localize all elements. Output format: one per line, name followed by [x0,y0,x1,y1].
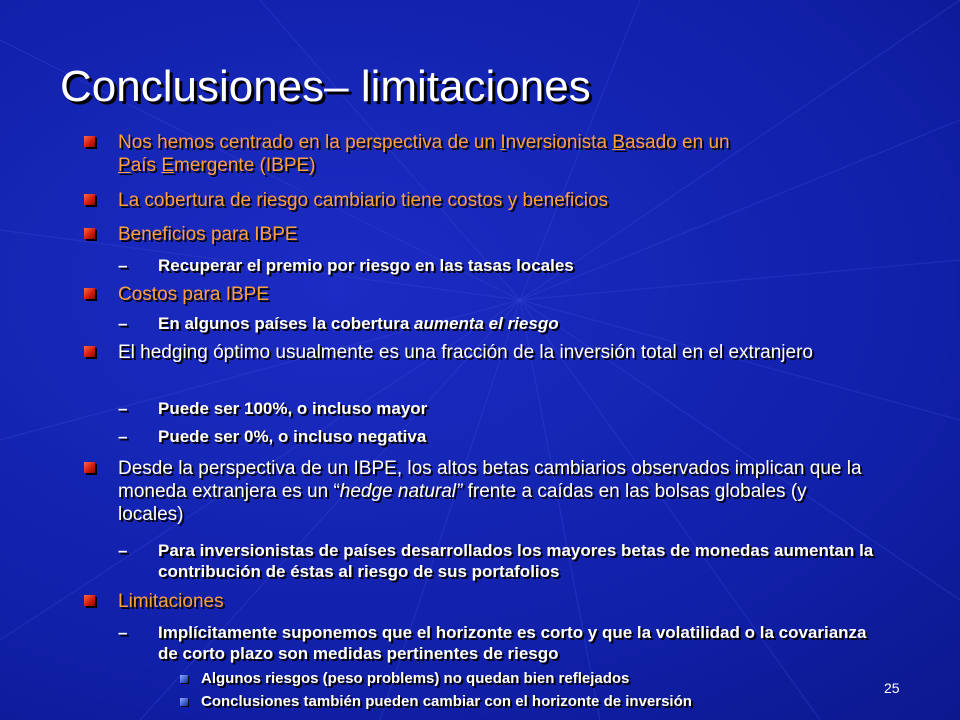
dash-marker: – [118,314,128,333]
sub-bullet-text: Puede ser 100%, o incluso mayor [158,399,428,418]
bullet-small-square-icon [180,675,188,683]
sub-bullet-item [118,255,898,276]
bullet-item [84,457,874,526]
sub-sub-bullet-item [180,669,860,689]
dash-marker: – [118,623,128,642]
bullet-item [84,283,904,306]
bullet-square-icon [84,288,95,299]
sub-bullet-text: Para inversionistas de países desarrollados los mayores betas de monedas aumentan la contribución de éstas al riesgo de sus portafolios [158,541,874,581]
slide-title: Conclusiones– limitaciones [60,62,591,111]
sub-bullet-item [118,426,898,447]
bullet-text: Nos hemos centrado en la perspectiva de un Inversionista Basado en un País Emergente (IBPE) [118,132,730,176]
bullet-text: El hedging óptimo usualmente es una fracción de la inversión total en el extranjero [118,342,813,363]
sub-bullet-text: Puede ser 0%, o incluso negativa [158,427,427,446]
bullet-text: Limitaciones [118,591,224,612]
bullet-text: Costos para IBPE [118,284,270,305]
bullet-square-icon [84,194,95,205]
bullet-item [84,590,904,613]
sub-bullet-item [118,622,888,664]
dash-marker: – [118,256,128,275]
dash-marker: – [118,541,128,560]
sub-bullet-text: En algunos países la cobertura aumenta el riesgo [158,314,559,333]
bullet-text: Desde la perspectiva de un IBPE, los altos betas cambiarios observados implican que la moneda extranjera es un “hedge natural” frente a caídas en las bolsas globales (y locales) [118,458,862,525]
dash-marker: – [118,427,128,446]
bullet-item [84,189,904,212]
bullet-square-icon [84,346,95,357]
bullet-text: Beneficios para IBPE [118,224,298,245]
bullet-square-icon [84,595,95,606]
bullet-square-icon [84,228,95,239]
sub-bullet-item [118,313,898,334]
sub-bullet-item [118,540,888,582]
bullet-text: La cobertura de riesgo cambiario tiene costos y beneficios [118,190,609,211]
sub-sub-bullet-text: Conclusiones también pueden cambiar con el horizonte de inversión [201,693,692,710]
page-number: 25 [884,680,900,696]
bullet-square-icon [84,136,95,147]
bullet-square-icon [84,462,95,473]
sub-bullet-text: Implícitamente suponemos que el horizonte es corto y que la volatilidad o la covarianza de corto plazo son medidas pertinentes de riesgo [158,623,867,663]
sub-sub-bullet-item [180,692,860,712]
sub-sub-bullet-text: Algunos riesgos (peso problems) no quedan bien reflejados [201,670,630,687]
dash-marker: – [118,399,128,418]
bullet-item [84,131,904,177]
sub-bullet-text: Recuperar el premio por riesgo en las tasas locales [158,256,574,275]
bullet-item [84,341,874,364]
sub-bullet-item [118,398,898,419]
bullet-item [84,223,904,246]
bullet-small-square-icon [180,698,188,706]
